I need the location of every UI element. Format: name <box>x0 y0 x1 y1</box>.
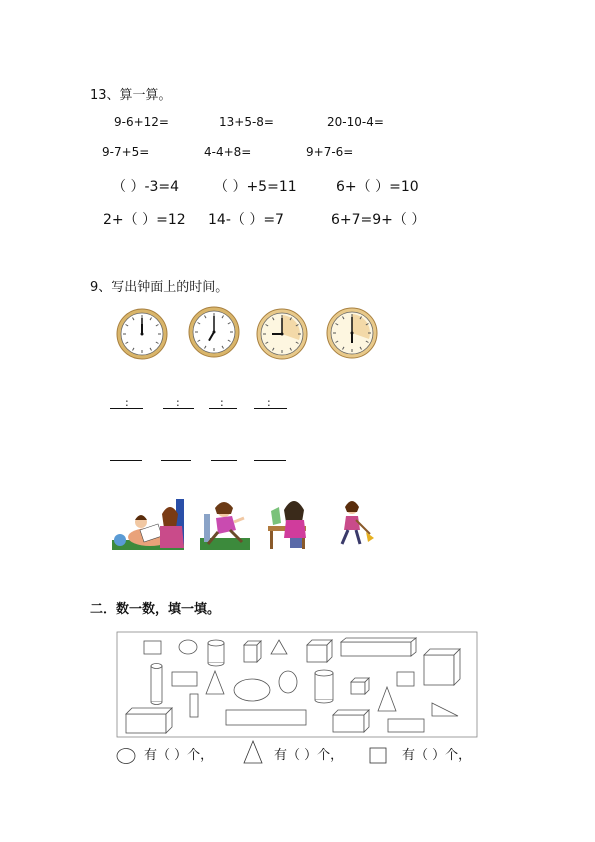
square-shape <box>144 641 161 654</box>
q9-title: 9、写出钟面上的时间。 <box>90 280 229 295</box>
cylinder-shape <box>315 670 333 703</box>
problem-3-2: （ ）+5=11 <box>214 179 297 195</box>
square-shape <box>397 672 414 686</box>
answer-blank-3[interactable] <box>211 460 237 461</box>
problem-1-3: 20-10-4= <box>327 115 384 129</box>
clock-4 <box>327 308 377 358</box>
right-triangle-shape <box>432 703 458 716</box>
triangle-shape <box>378 687 396 711</box>
time-colon-2: : <box>176 396 180 409</box>
circle-icon <box>117 749 135 764</box>
problem-4-1: 2+（ ）=12 <box>103 212 186 228</box>
answer-blank-4[interactable] <box>254 460 286 461</box>
time-colon-1: : <box>125 396 129 409</box>
reading-together-icon <box>112 499 184 550</box>
count-label-triangle: 有（ ）个， <box>274 748 344 763</box>
rectangle-shape <box>172 672 197 686</box>
cylinder-shape <box>208 640 224 666</box>
problem-3-3: 6+（ ）=10 <box>336 179 419 195</box>
q13-title: 13、算一算。 <box>90 88 172 103</box>
tall-cylinder-shape <box>151 664 162 705</box>
clock-3 <box>257 309 307 359</box>
square-icon <box>370 748 386 763</box>
problem-1-2: 13+5-8= <box>219 115 274 129</box>
problem-4-3: 6+7=9+（ ） <box>331 212 426 228</box>
clock-1 <box>117 309 167 359</box>
large-cube-shape <box>424 649 460 685</box>
cuboid-shape <box>244 641 261 662</box>
long-cuboid-shape <box>341 638 416 656</box>
count-label-circle: 有（ ）个， <box>144 748 214 763</box>
problem-2-1: 9-7+5= <box>102 145 150 159</box>
circle-shape <box>179 640 197 654</box>
ellipse-shape <box>279 671 297 693</box>
q2-title: 二．数一数，填一填。 <box>90 602 221 617</box>
triangle-icon <box>244 741 262 763</box>
girl-at-desk-icon <box>268 501 306 549</box>
problem-3-1: （ ）-3=4 <box>112 179 180 195</box>
time-colon-3: : <box>220 396 224 409</box>
long-rectangle-shape <box>226 710 306 725</box>
running-girl-icon <box>200 502 250 550</box>
cuboid-shape <box>333 710 369 732</box>
triangle-shape <box>206 671 224 694</box>
problem-1-1: 9-6+12= <box>114 115 169 129</box>
problem-2-2: 4-4+8= <box>204 145 252 159</box>
count-label-square: 有（ ）个， <box>402 748 472 763</box>
small-cube-shape <box>351 678 369 694</box>
clock-2 <box>189 307 239 357</box>
time-colon-4: : <box>267 396 271 409</box>
answer-blank-1[interactable] <box>110 460 142 461</box>
girl-sweeping-icon <box>342 501 374 544</box>
triangle-shape <box>271 640 287 654</box>
thin-rectangle-shape <box>190 694 198 717</box>
flat-cuboid-shape <box>126 708 172 733</box>
problem-4-2: 14-（ ）=7 <box>208 212 284 228</box>
answer-blank-2[interactable] <box>161 460 191 461</box>
cube-shape <box>307 640 332 662</box>
ellipse-shape <box>234 679 270 701</box>
rectangle-shape <box>388 719 424 732</box>
problem-2-3: 9+7-6= <box>306 145 354 159</box>
